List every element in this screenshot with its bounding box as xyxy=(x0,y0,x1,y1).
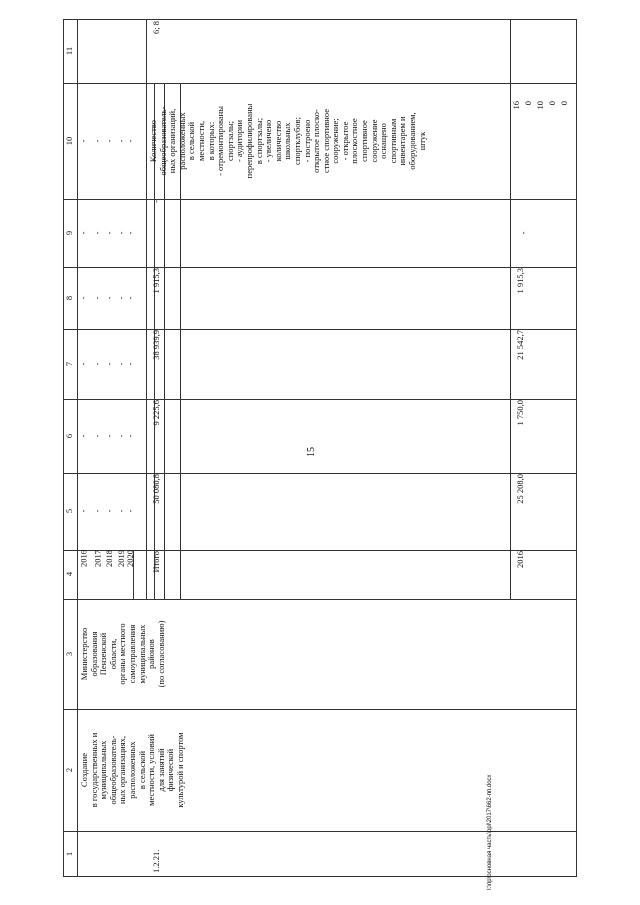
link-to-goals: 6; 8 xyxy=(151,21,161,34)
rule-col6-7 xyxy=(63,399,577,400)
col-header-7: 7 xyxy=(64,361,75,367)
indicator-value-2020: 0 xyxy=(559,101,569,106)
y2016-col8: 1 915,3 xyxy=(515,268,525,294)
row-number: 1.2.21. xyxy=(151,849,161,873)
rule-col9-10 xyxy=(63,199,577,200)
dash-cell: - xyxy=(104,509,115,513)
rule-top xyxy=(63,19,577,20)
dash-cell: - xyxy=(78,434,89,438)
rule-right xyxy=(576,19,577,877)
dash-cell: - xyxy=(116,296,127,300)
dash-cell: - xyxy=(92,362,103,366)
dash-cell: - xyxy=(116,362,127,366)
dash-cell: - xyxy=(125,139,136,143)
rule-col4-5 xyxy=(63,550,577,551)
dash-cell: - xyxy=(104,434,115,438)
dash-cell: - xyxy=(104,362,115,366)
dash-cell: - xyxy=(104,296,115,300)
total-col5: 50 080,8 xyxy=(151,474,161,504)
dash-cell: - xyxy=(125,362,136,366)
dash-cell: - xyxy=(116,509,127,513)
col-header-5: 5 xyxy=(64,508,75,514)
dash-cell: - xyxy=(92,296,103,300)
dash-cell: - xyxy=(92,434,103,438)
col-header-10: 10 xyxy=(64,136,75,146)
total-col9: - xyxy=(151,200,161,203)
dash-cell: - xyxy=(78,509,89,513)
dash-cell: - xyxy=(92,231,103,235)
activity-name: Создание в государственных и муниципальных общеобразователь- ных организациях, расположенных в сельской местности, условий для занятий физической культурой и спортом xyxy=(79,732,185,808)
dash-cell: - xyxy=(78,231,89,235)
dash-cell: - xyxy=(116,434,127,438)
col-header-3: 3 xyxy=(64,651,75,657)
y2016-col7: 21 542,7 xyxy=(515,330,525,360)
dash-cell: - xyxy=(104,231,115,235)
indicator-value-2018: 10 xyxy=(535,101,545,110)
rule-col5-6 xyxy=(63,473,577,474)
page-number: 15 xyxy=(306,447,317,457)
dash-cell: - xyxy=(116,139,127,143)
y2016-col6: 1 750,0 xyxy=(515,400,525,426)
col-header-1: 1 xyxy=(64,851,75,857)
total-col6: 9 225,6 xyxy=(151,400,161,426)
dash-cell: - xyxy=(125,434,136,438)
indicator: Количество общеобразователь- ных организаций, расположенных в сельской местности, в которых: - отремонтированы спортзалы; - аудитории перепрофилированы в спортзалы; - увеличено количество школьных спортклубов; - построено открытое плоско- стное спортивное сооружение; - открытое плоскостное спортивное сооружение оснащено спортивным инвентарем и оборудованием, штук xyxy=(148,103,427,179)
program-activities-table xyxy=(63,19,577,877)
total-label: Итого xyxy=(151,551,161,573)
dash-cell: - xyxy=(78,139,89,143)
rule-col1-2 xyxy=(63,831,577,832)
year-2020: 2020 xyxy=(125,550,136,567)
dash-cell: - xyxy=(125,296,136,300)
indicator-value-2019: 0 xyxy=(547,101,557,106)
dash-cell: - xyxy=(125,509,136,513)
year-2016-label: 2016 xyxy=(515,551,525,568)
dash-cell: - xyxy=(78,296,89,300)
rule-col8-9 xyxy=(63,267,577,268)
dash-cell: - xyxy=(78,362,89,366)
col-header-2: 2 xyxy=(64,767,75,773)
rule-bottom xyxy=(63,876,577,877)
col-header-9: 9 xyxy=(64,230,75,236)
dash-cell: - xyxy=(125,231,136,235)
year-2018: 2018 xyxy=(104,550,115,567)
y2016-col5: 25 208,0 xyxy=(515,474,525,504)
col-header-4: 4 xyxy=(64,571,75,577)
executor: Министерство образования Пензенской области, органы местного самоуправления муниципальных районов (по согласованию) xyxy=(79,620,166,688)
rule-col7-8 xyxy=(63,329,577,330)
year-2019: 2019 xyxy=(116,550,127,567)
dash-cell: - xyxy=(92,139,103,143)
indicator-value-2016: 16 xyxy=(511,101,521,110)
dash-cell: - xyxy=(92,509,103,513)
col-header-8: 8 xyxy=(64,295,75,301)
year-2016: 2016 xyxy=(78,550,89,567)
col-header-11: 11 xyxy=(64,46,75,56)
total-col8: 1 915,3 xyxy=(151,268,161,294)
indicator-value-2017: 0 xyxy=(523,101,533,106)
year-2017: 2017 xyxy=(92,550,103,567)
dash-cell: - xyxy=(116,231,127,235)
y2016-col9: - xyxy=(518,231,528,235)
total-col7: 38 939,9 xyxy=(151,330,161,360)
dash-cell: - xyxy=(104,139,115,143)
col-header-6: 6 xyxy=(64,433,75,439)
footer-file-path: I:\пр\основная часть\ppl\2017\662-пп.docx xyxy=(487,774,493,890)
